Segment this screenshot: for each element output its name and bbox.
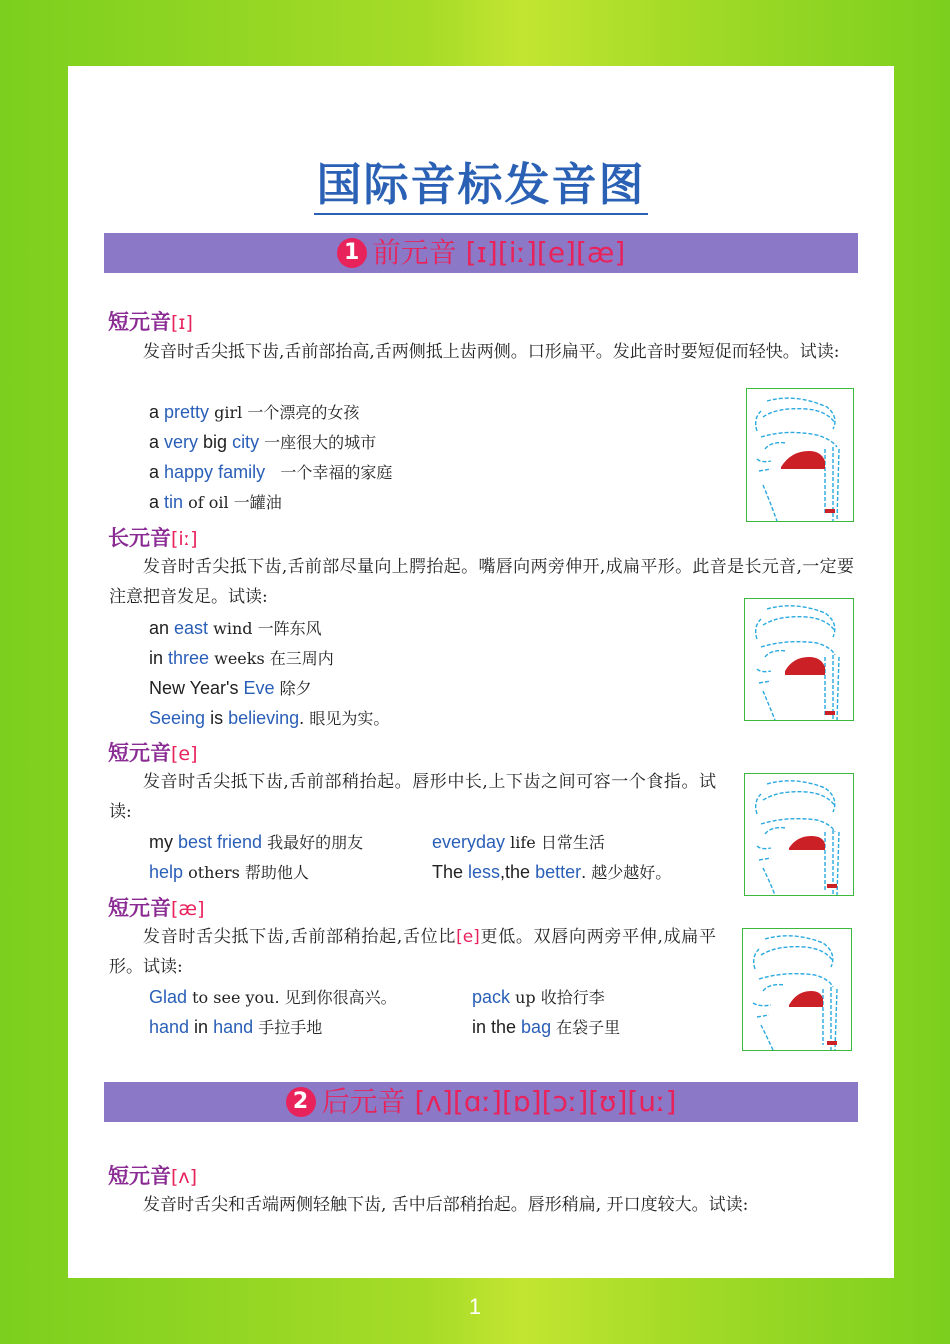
example-line: everyday life 日常生活 — [432, 832, 605, 852]
mouth-diagram — [742, 928, 852, 1051]
example-line: a very big city 一座很大的城市 — [149, 432, 377, 452]
vowel-description: 发音时舌尖抵下齿,舌前部抬高,舌两侧抵上齿两侧。口形扁平。发此音时要短促而轻快。试读: — [143, 342, 840, 362]
mouth-diagram-svg — [743, 929, 851, 1050]
example-line: a pretty girl 一个漂亮的女孩 — [149, 402, 360, 422]
vowel-heading: 短元音[e] — [108, 740, 198, 765]
example-line: an east wind 一阵东风 — [149, 618, 322, 638]
section-symbols: [ʌ][ɑː][ɒ][ɔː][ʊ][uː] — [414, 1085, 677, 1118]
example-line: pack up 收拾行李 — [472, 987, 605, 1007]
section-band-front-vowels — [104, 233, 858, 273]
example-line: a happy family 一个幸福的家庭 — [149, 462, 393, 482]
mouth-diagram-svg — [745, 774, 853, 895]
example-line: help others 帮助他人 — [149, 862, 309, 882]
example-line: Glad to see you. 见到你很高兴。 — [149, 987, 397, 1007]
vowel-description: 发音时舌尖抵下齿,舌前部尽量向上腭抬起。嘴唇向两旁伸开,成扁平形。此音是长元音,一定要注意把音发足。试读: — [109, 557, 854, 607]
page-title: 国际音标发音图 — [314, 158, 647, 215]
vowel-heading: 长元音[iː] — [108, 525, 198, 550]
section-number-badge: 2 — [286, 1087, 316, 1117]
mouth-diagram-svg — [745, 599, 853, 720]
vowel-description: 发音时舌尖抵下齿,舌前部稍抬起。唇形中长,上下齿之间可容一个食指。试读: — [109, 772, 716, 822]
section-band-back-vowels — [104, 1082, 858, 1122]
vowel-heading: 短元音[æ] — [108, 895, 205, 920]
vowel-description: 发音时舌尖和舌端两侧轻触下齿, 舌中后部稍抬起。唇形稍扁, 开口度较大。试读: — [143, 1195, 749, 1215]
example-line: a tin of oil 一罐油 — [149, 492, 282, 512]
vowel-heading — [108, 306, 193, 336]
section-number-badge: 1 — [337, 238, 367, 268]
page-sheet — [68, 66, 894, 1278]
vowel-heading-label: 短元音 — [108, 309, 171, 334]
mouth-diagram — [744, 773, 854, 896]
vowel-description: 发音时舌尖抵下齿,舌前部稍抬起,舌位比[e]更低。双唇向两旁平伸,成扁平形。试读: — [109, 927, 716, 977]
example-line: in three weeks 在三周内 — [149, 648, 334, 668]
example-line: New Year's Eve 除夕 — [149, 678, 312, 698]
section-symbols: [ɪ][iː][e][æ] — [465, 236, 626, 269]
example-line: in the bag 在袋子里 — [472, 1017, 621, 1037]
example-line: hand in hand 手拉手地 — [149, 1017, 323, 1037]
example-line: Seeing is believing. 眼见为实。 — [149, 708, 390, 728]
example-line: The less,the better. 越少越好。 — [432, 862, 672, 882]
mouth-diagram — [746, 388, 854, 522]
section-label: 前元音 — [372, 236, 457, 269]
vowel-heading: 短元音[ʌ] — [108, 1163, 198, 1188]
section-label: 后元音 — [321, 1085, 406, 1118]
example-line: my best friend 我最好的朋友 — [149, 832, 364, 852]
mouth-diagram — [744, 598, 854, 721]
page-number: 1 — [468, 1294, 482, 1319]
page-title-wrap — [68, 148, 894, 213]
vowel-ipa: [ɪ] — [171, 312, 193, 334]
mouth-diagram-svg — [747, 389, 853, 521]
